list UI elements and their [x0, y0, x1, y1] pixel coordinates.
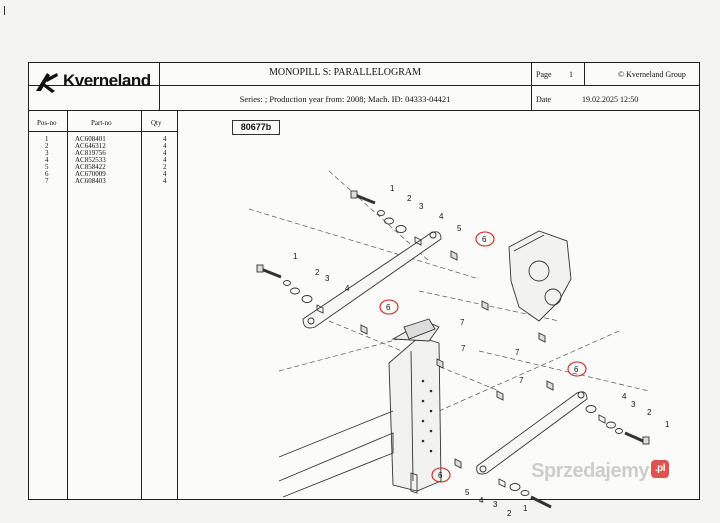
- upper-bracket: [509, 231, 571, 321]
- page-number: 1: [569, 70, 573, 79]
- table-row: 4: [163, 177, 167, 185]
- callout-2: 2: [407, 194, 412, 203]
- table-col-line: [177, 111, 178, 499]
- callout-3: 3: [325, 274, 330, 283]
- margin-mark: [4, 6, 5, 15]
- exploded-parts-drawing: [179, 111, 697, 518]
- callout-2: 2: [647, 408, 652, 417]
- callout-4: 4: [622, 392, 627, 401]
- table-row: AC608401: [75, 135, 106, 143]
- table-row: 4: [163, 135, 167, 143]
- callout-1: 1: [390, 184, 395, 193]
- table-row: 6: [45, 170, 49, 178]
- bushings-pos-7: [437, 301, 545, 400]
- table-row: 4: [45, 156, 49, 164]
- table-row: 7: [45, 177, 49, 185]
- watermark: [531, 460, 669, 483]
- callout-1: 1: [293, 252, 298, 261]
- document-title: MONOPILL S: PARALLELOGRAM: [268, 67, 422, 78]
- parts-sheet: [28, 62, 700, 518]
- header-col-line: [531, 63, 532, 110]
- table-row: 4: [163, 142, 167, 150]
- callout-3: 3: [493, 500, 498, 509]
- svg-text:6: 6: [574, 365, 579, 374]
- lower-bolt-set: [455, 381, 649, 507]
- frame-chassis: [279, 319, 441, 497]
- table-row: 5: [45, 163, 49, 171]
- kverneland-logo-icon: [33, 69, 61, 95]
- table-row: 4: [163, 156, 167, 164]
- callout-2: 2: [507, 509, 512, 518]
- callout-7: 7: [519, 376, 524, 385]
- table-row: AC646312: [75, 142, 106, 150]
- callout-1: 1: [523, 504, 528, 513]
- svg-text:6: 6: [386, 303, 391, 312]
- table-row: AC819756: [75, 149, 106, 157]
- upper-bolt-set-top: [351, 191, 457, 260]
- table-row: 4: [163, 170, 167, 178]
- svg-text:6: 6: [438, 471, 443, 480]
- assembly-lines: [249, 171, 649, 411]
- watermark-badge: .pl: [651, 460, 669, 478]
- page-label: Page: [536, 70, 552, 79]
- table-row: AC608403: [75, 177, 106, 185]
- table-row: AC858422: [75, 163, 106, 171]
- table-row: AC670009: [75, 170, 106, 178]
- callout-7: 7: [461, 344, 466, 353]
- table-col-line: [67, 111, 68, 499]
- col-header-qty: Qty: [151, 119, 162, 127]
- date-value: 19.02.2025 12:50: [582, 95, 639, 104]
- kverneland-logo: [33, 69, 158, 95]
- series-line: Series: ; Production year from: 2008; Mach. ID: 04333-04421: [239, 94, 451, 104]
- table-header-line: [29, 131, 177, 132]
- callout-7: 7: [515, 348, 520, 357]
- watermark-text: Sprzedajemy: [531, 460, 649, 482]
- table-row: 4: [163, 149, 167, 157]
- callout-2: 2: [315, 268, 320, 277]
- callout-3: 3: [419, 202, 424, 211]
- table-row: 3: [45, 149, 49, 157]
- callout-4: 4: [439, 212, 444, 221]
- table-row: AC852533: [75, 156, 106, 164]
- callout-5: 5: [457, 224, 462, 233]
- col-header-part: Part-no: [91, 119, 112, 127]
- copyright-text: © Kverneland Group: [618, 70, 686, 79]
- callout-3: 3: [631, 400, 636, 409]
- callout-5: 5: [465, 488, 470, 497]
- callout-7: 7: [460, 318, 465, 327]
- date-label: Date: [536, 95, 552, 104]
- brand-name: Kverneland: [63, 71, 151, 90]
- svg-text:6: 6: [482, 235, 487, 244]
- drawing-code-box: 80677b: [232, 120, 280, 135]
- callout-1: 1: [665, 420, 670, 429]
- callout-4: 4: [345, 284, 350, 293]
- table-row: 1: [45, 135, 49, 143]
- table-col-line: [141, 111, 142, 499]
- table-row: 2: [45, 142, 49, 150]
- col-header-pos: Pos-no: [37, 119, 57, 127]
- table-row: 2: [163, 163, 167, 171]
- header-col-line: [584, 63, 585, 85]
- callout-4: 4: [479, 496, 484, 505]
